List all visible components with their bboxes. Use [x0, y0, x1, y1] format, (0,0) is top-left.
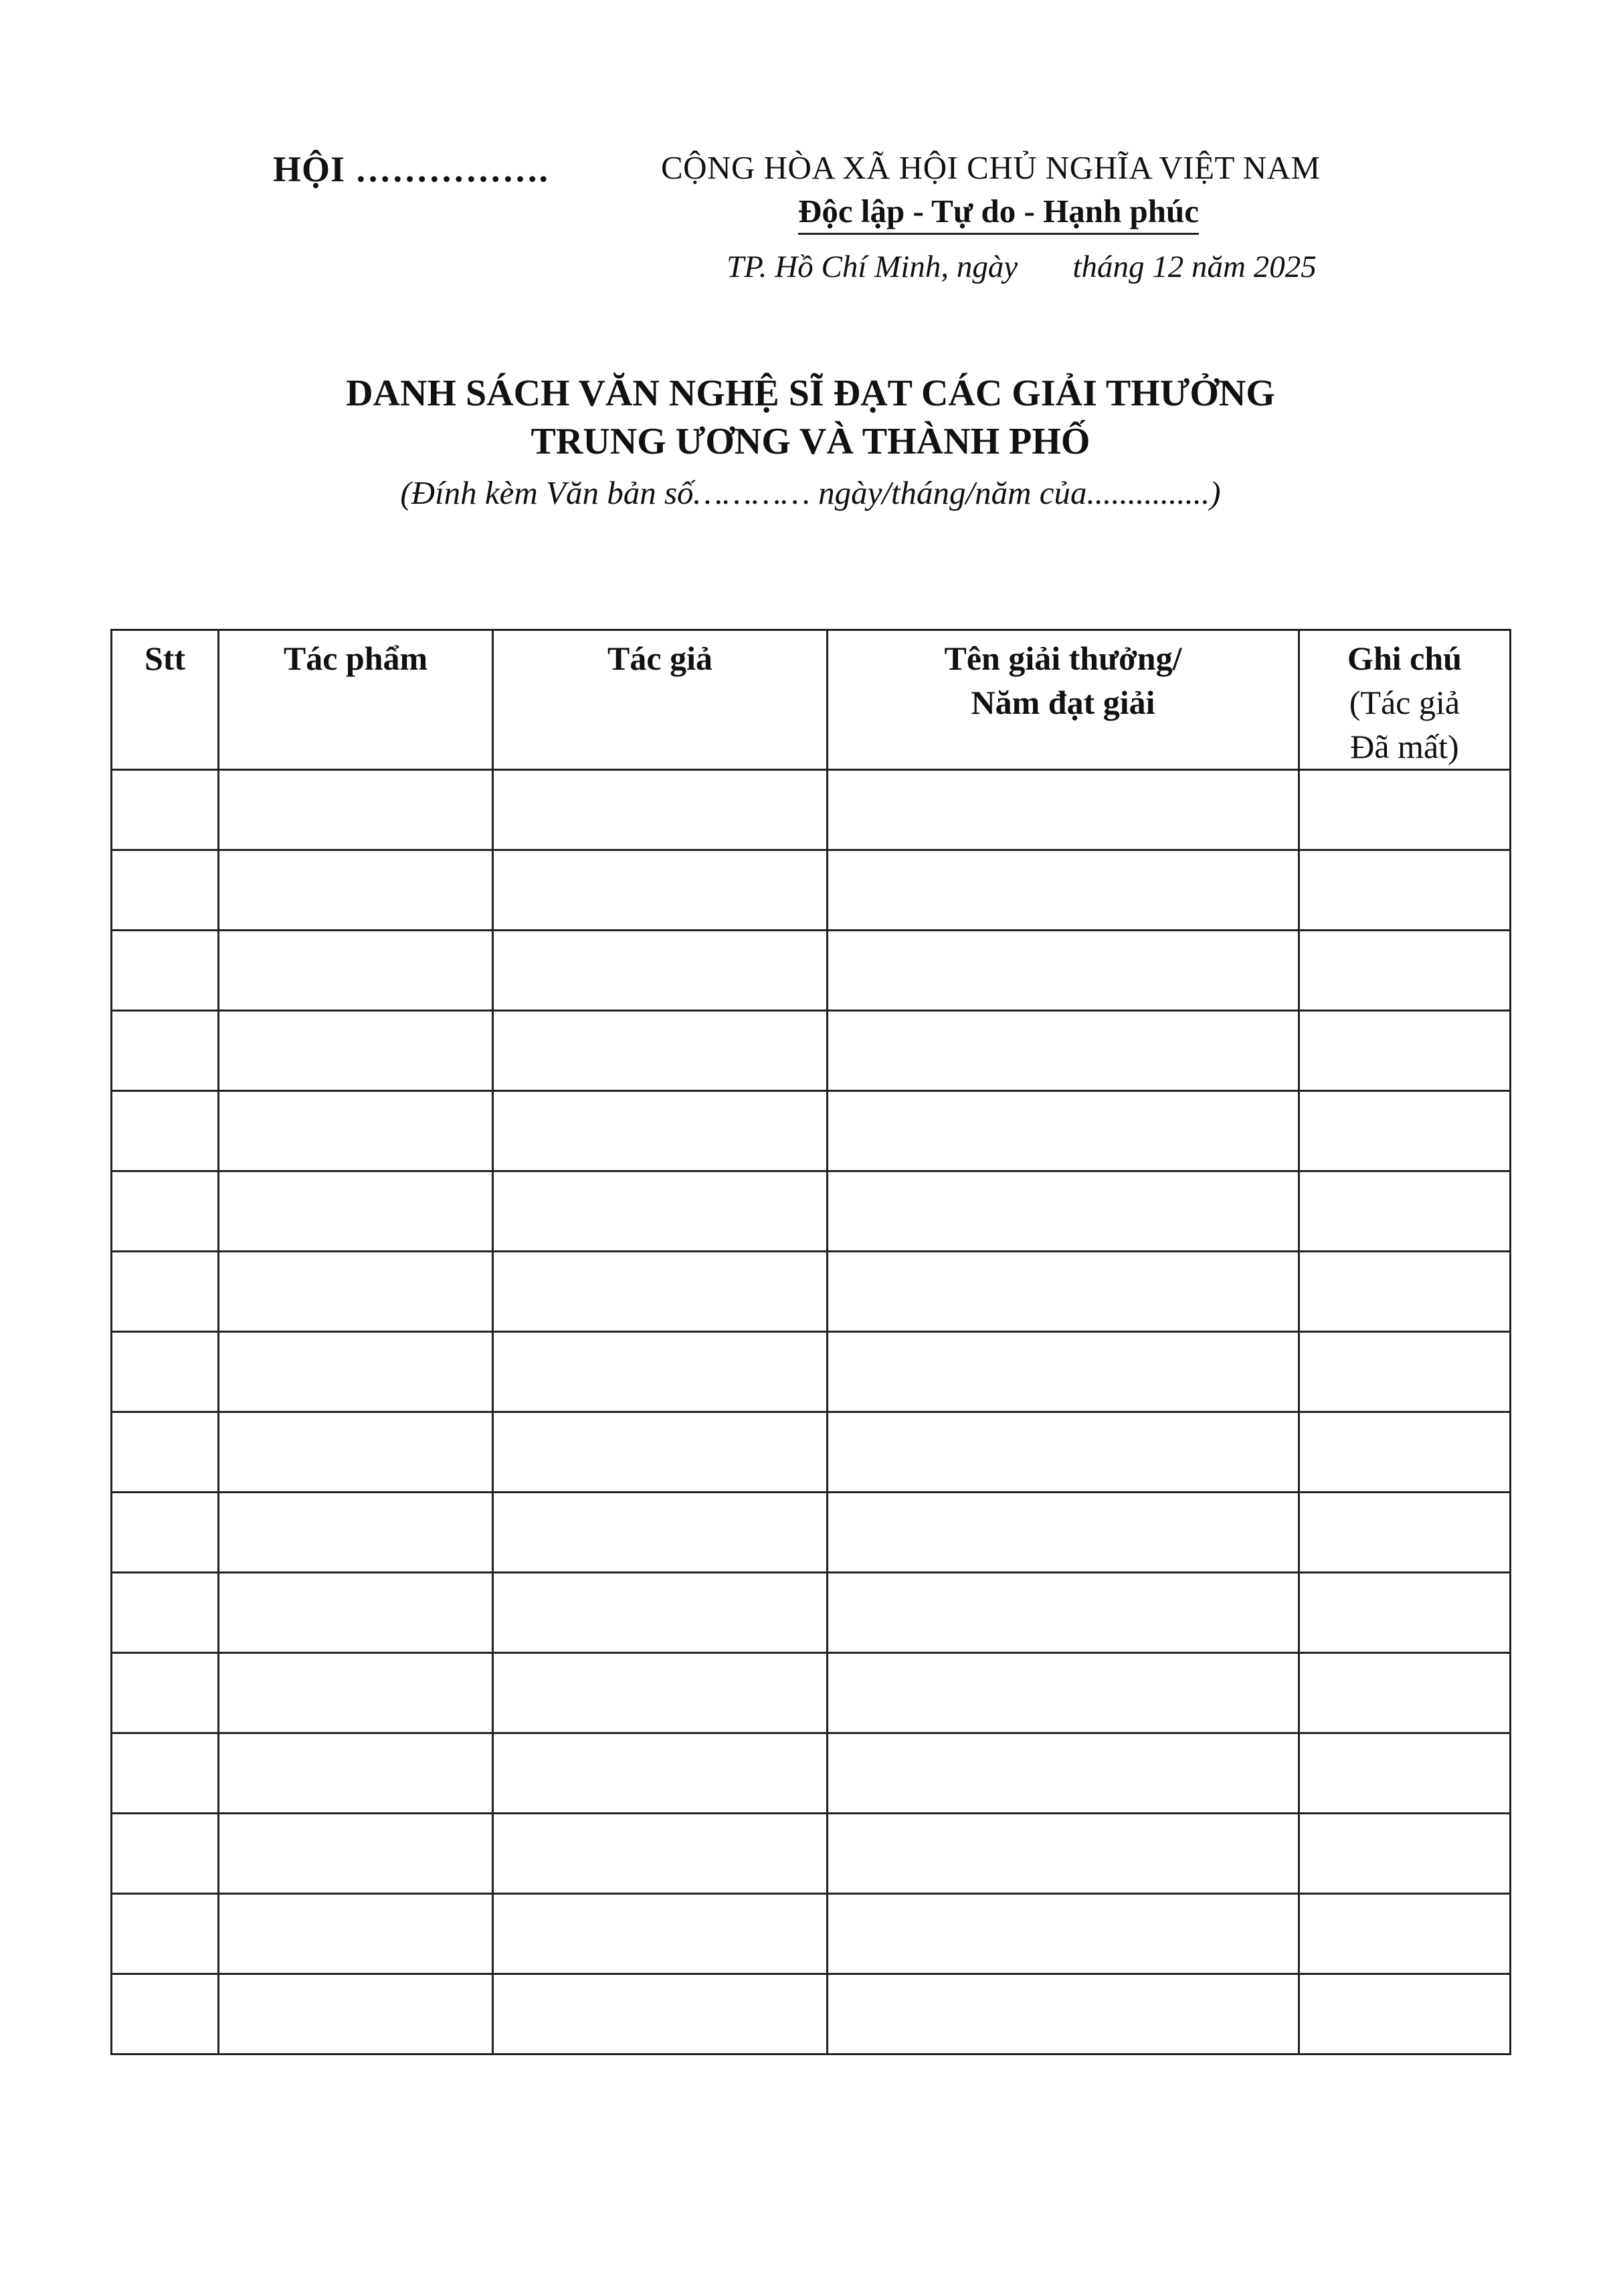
- column-header-stt-label: Stt: [144, 640, 186, 677]
- table-cell[interactable]: [493, 931, 828, 1011]
- table-cell[interactable]: [828, 1653, 1299, 1733]
- document-title-line-2: TRUNG ƯƠNG VÀ THÀNH PHỐ: [531, 421, 1090, 462]
- awards-table: [110, 629, 1511, 2055]
- table-cell[interactable]: [1299, 1252, 1511, 1332]
- table-cell[interactable]: [828, 1573, 1299, 1653]
- table-cell[interactable]: [112, 1252, 219, 1332]
- table-cell[interactable]: [112, 1011, 219, 1091]
- table-cell[interactable]: [112, 1332, 219, 1412]
- table-row: [112, 1733, 1511, 1814]
- column-header-award-line-2: Năm đạt giải: [971, 684, 1155, 721]
- table-cell[interactable]: [1299, 1332, 1511, 1412]
- table-row: [112, 1332, 1511, 1412]
- table-cell[interactable]: [1299, 1894, 1511, 1974]
- table-cell[interactable]: [1299, 1493, 1511, 1573]
- table-row: [112, 1573, 1511, 1653]
- table-cell[interactable]: [493, 1894, 828, 1974]
- national-motto: Độc lập - Tự do - Hạnh phúc: [798, 192, 1199, 235]
- table-row: [112, 850, 1511, 931]
- table-cell[interactable]: [493, 1412, 828, 1493]
- table-row: [112, 1894, 1511, 1974]
- column-header-note-line-2: (Tác giả: [1349, 684, 1460, 721]
- table-cell[interactable]: [828, 1814, 1299, 1894]
- table-cell[interactable]: [1299, 931, 1511, 1011]
- table-cell[interactable]: [493, 1653, 828, 1733]
- table-cell[interactable]: [112, 1653, 219, 1733]
- table-cell[interactable]: [493, 1332, 828, 1412]
- table-row: [112, 1091, 1511, 1171]
- table-cell[interactable]: [493, 1733, 828, 1814]
- dateline: TP. Hồ Chí Minh, ngày tháng 12 năm 2025: [727, 250, 1317, 284]
- table-cell[interactable]: [219, 1412, 493, 1493]
- table-cell[interactable]: [828, 1332, 1299, 1412]
- table-cell[interactable]: [112, 850, 219, 931]
- column-header-author: [493, 630, 828, 770]
- table-cell[interactable]: [828, 1011, 1299, 1091]
- table-row: [112, 770, 1511, 850]
- table-cell[interactable]: [828, 1974, 1299, 2054]
- table-cell[interactable]: [112, 1171, 219, 1252]
- table-cell[interactable]: [493, 1171, 828, 1252]
- table-cell[interactable]: [112, 1573, 219, 1653]
- table-cell[interactable]: [493, 1573, 828, 1653]
- table-cell[interactable]: [1299, 1733, 1511, 1814]
- table-cell[interactable]: [112, 1733, 219, 1814]
- table-cell[interactable]: [1299, 1011, 1511, 1091]
- table-row: [112, 1814, 1511, 1894]
- table-cell[interactable]: [219, 1332, 493, 1412]
- table-cell[interactable]: [1299, 1171, 1511, 1252]
- column-header-author-label: Tác giả: [607, 640, 712, 677]
- table-cell[interactable]: [493, 1974, 828, 2054]
- table-cell[interactable]: [219, 1894, 493, 1974]
- table-cell[interactable]: [219, 1493, 493, 1573]
- column-header-stt: [112, 630, 219, 770]
- document-title-line-1: DANH SÁCH VĂN NGHỆ SĨ ĐẠT CÁC GIẢI THƯỞNG: [346, 373, 1275, 414]
- table-row: [112, 1412, 1511, 1493]
- table-cell[interactable]: [219, 1814, 493, 1894]
- table-row: [112, 931, 1511, 1011]
- table-cell[interactable]: [493, 770, 828, 850]
- table-cell[interactable]: [493, 1091, 828, 1171]
- table-row: [112, 1011, 1511, 1091]
- table-cell[interactable]: [219, 1733, 493, 1814]
- table-cell[interactable]: [219, 1252, 493, 1332]
- table-row: [112, 1493, 1511, 1573]
- table-body: [112, 770, 1511, 2054]
- table-cell[interactable]: [219, 1091, 493, 1171]
- table-cell[interactable]: [219, 931, 493, 1011]
- table-row: [112, 1653, 1511, 1733]
- table-row: [112, 1171, 1511, 1252]
- table-cell[interactable]: [219, 1653, 493, 1733]
- table-cell[interactable]: [219, 1011, 493, 1091]
- table-cell[interactable]: [219, 850, 493, 931]
- table-cell[interactable]: [219, 1974, 493, 2054]
- table-cell[interactable]: [493, 1814, 828, 1894]
- table-header-row: [112, 630, 1511, 770]
- table-cell[interactable]: [828, 1252, 1299, 1332]
- table-cell[interactable]: [1299, 1653, 1511, 1733]
- table-cell[interactable]: [219, 1171, 493, 1252]
- column-header-note-line-1: Ghi chú: [1347, 640, 1462, 677]
- column-header-work-label: Tác phẩm: [283, 640, 428, 677]
- column-header-work: [219, 630, 493, 770]
- table-cell[interactable]: [828, 850, 1299, 931]
- table-cell[interactable]: [112, 931, 219, 1011]
- column-header-award: [828, 630, 1299, 770]
- column-header-award-line-1: Tên giải thưởng/: [944, 640, 1182, 677]
- table-cell[interactable]: [828, 1091, 1299, 1171]
- table-cell[interactable]: [828, 1412, 1299, 1493]
- table-cell[interactable]: [1299, 1412, 1511, 1493]
- table-cell[interactable]: [493, 850, 828, 931]
- table-cell[interactable]: [1299, 1974, 1511, 2054]
- organization-name: HỘI …………….: [273, 149, 549, 189]
- table-cell[interactable]: [112, 1412, 219, 1493]
- table-cell[interactable]: [112, 1091, 219, 1171]
- table-cell[interactable]: [112, 1814, 219, 1894]
- table-cell[interactable]: [493, 1252, 828, 1332]
- table-cell[interactable]: [828, 770, 1299, 850]
- table-cell[interactable]: [828, 1171, 1299, 1252]
- table-cell[interactable]: [1299, 1814, 1511, 1894]
- column-header-note-line-3: Đã mất): [1350, 728, 1459, 765]
- table-cell[interactable]: [828, 931, 1299, 1011]
- table-cell[interactable]: [1299, 770, 1511, 850]
- table-cell[interactable]: [1299, 1091, 1511, 1171]
- table-cell[interactable]: [1299, 850, 1511, 931]
- table-cell[interactable]: [112, 770, 219, 850]
- table-cell[interactable]: [493, 1011, 828, 1091]
- table-cell[interactable]: [112, 1974, 219, 2054]
- column-header-note: [1299, 630, 1511, 770]
- table-cell[interactable]: [828, 1894, 1299, 1974]
- table-cell[interactable]: [219, 770, 493, 850]
- table-row: [112, 1252, 1511, 1332]
- table-cell[interactable]: [828, 1733, 1299, 1814]
- table-cell[interactable]: [1299, 1573, 1511, 1653]
- table-cell[interactable]: [493, 1493, 828, 1573]
- table-cell[interactable]: [828, 1493, 1299, 1573]
- table-row: [112, 1974, 1511, 2054]
- table-cell[interactable]: [112, 1493, 219, 1573]
- table-cell[interactable]: [219, 1573, 493, 1653]
- nation-name: CỘNG HÒA XÃ HỘI CHỦ NGHĨA VIỆT NAM: [661, 149, 1321, 186]
- table-cell[interactable]: [112, 1894, 219, 1974]
- attachment-reference: (Đính kèm Văn bản số………… ngày/tháng/năm của...............): [400, 474, 1221, 511]
